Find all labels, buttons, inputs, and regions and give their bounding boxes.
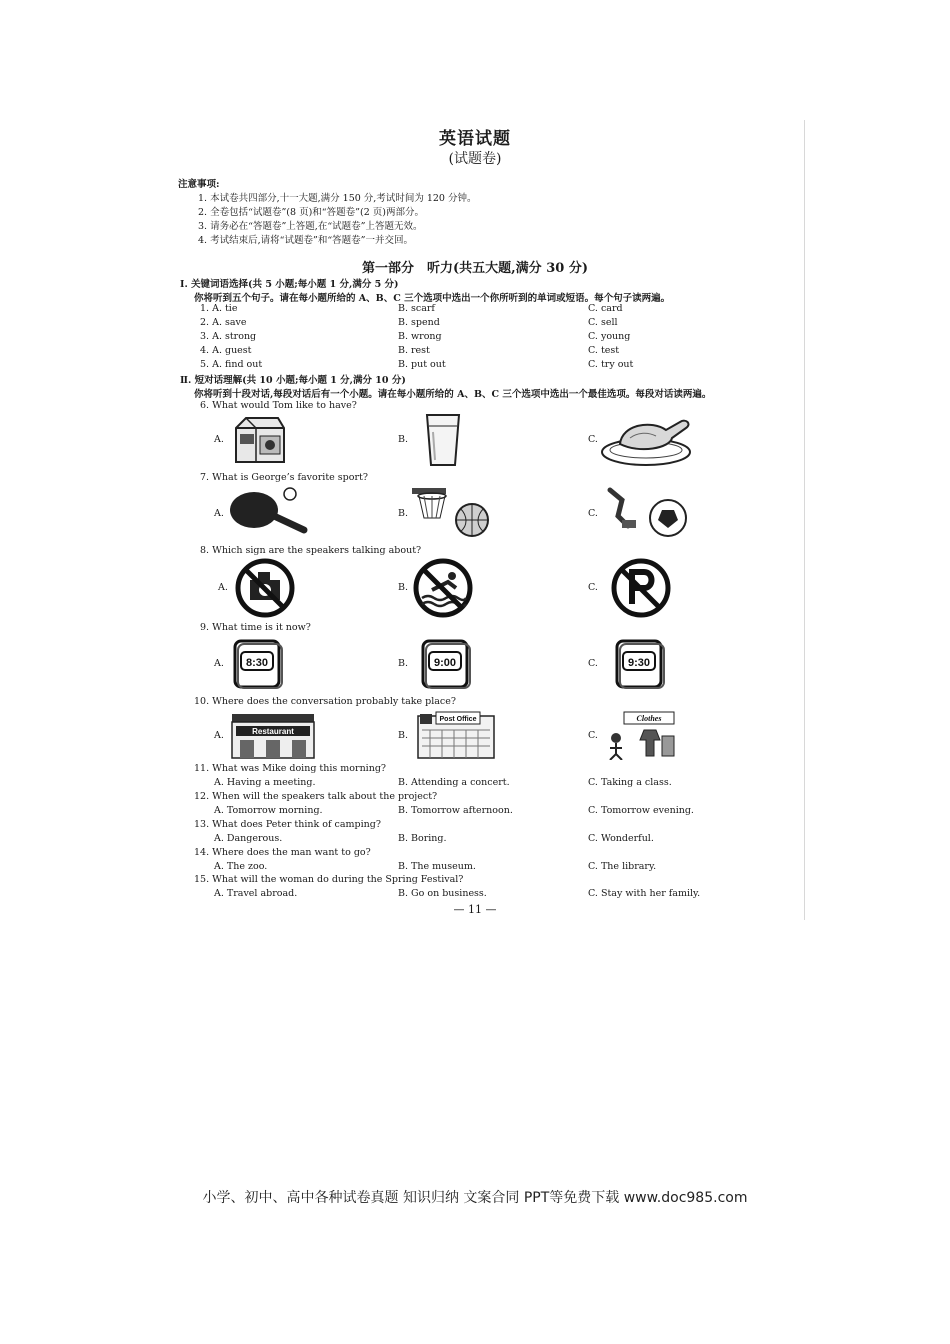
- option-label: A.: [214, 730, 224, 741]
- choice-c: C. Stay with her family.: [588, 888, 701, 899]
- choice-c: C. sell: [588, 317, 618, 328]
- question-12: 12. When will the speakers talk about the project?: [194, 791, 438, 802]
- option-label: C.: [588, 434, 598, 445]
- choice-a: 5. A. find out: [200, 359, 263, 370]
- notice-item: 2. 全卷包括“试题卷”(8 页)和“答题卷”(2 页)两部分。: [198, 207, 424, 218]
- section2-heading: Ⅱ. 短对话理解(共 10 小题;每小题 1 分,满分 10 分): [180, 375, 406, 386]
- footer-promo-text: 小学、初中、高中各种试卷真题 知识归纳 文案合同 PPT等免费下载 www.doc985.com: [202, 1190, 748, 1206]
- choice-a: 2. A. save: [200, 317, 247, 328]
- restaurant-building-icon: [228, 710, 318, 760]
- choice-c: C. Tomorrow evening.: [588, 805, 694, 816]
- section1-heading: Ⅰ. 关键词语选择(共 5 小题;每小题 1 分,满分 5 分): [180, 279, 399, 290]
- question-9: 9. What time is it now?: [200, 622, 311, 633]
- section1-instruction: 你将听到五个句子。请在每小题所给的 A、B、C 三个选项中选出一个你所听到的单词或短语。每个句子读两遍。: [194, 293, 671, 304]
- choice-b: B. Tomorrow afternoon.: [398, 805, 513, 816]
- choice-b: B. Boring.: [398, 833, 447, 844]
- choice-c: C. Taking a class.: [588, 777, 672, 788]
- question-8: 8. Which sign are the speakers talking about?: [200, 545, 422, 556]
- notice-heading: 注意事项:: [178, 179, 220, 190]
- notice-item: 4. 考试结束后,请将“试题卷”和“答题卷”一并交回。: [198, 235, 414, 246]
- notice-item: 3. 请务必在“答题卷”上答题,在“试题卷”上答题无效。: [198, 221, 423, 232]
- clothes-sign-text: Clothes: [636, 714, 662, 723]
- notice-item: 1. 本试卷共四部分,十一大题,满分 150 分,考试时间为 120 分钟。: [198, 193, 477, 204]
- choice-c: C. card: [588, 303, 623, 314]
- choice-a: 4. A. guest: [200, 345, 252, 356]
- question-15: 15. What will the woman do during the Spring Festival?: [194, 874, 464, 885]
- choice-b: B. wrong: [398, 331, 442, 342]
- choice-b: B. scarf: [398, 303, 435, 314]
- page-number: — 11 —: [453, 903, 497, 916]
- page-title: 英语试题: [439, 129, 511, 149]
- option-label: A.: [214, 658, 224, 669]
- option-label: C.: [588, 508, 598, 519]
- no-camera-sign-icon: [234, 558, 296, 618]
- question-11: 11. What was Mike doing this morning?: [194, 763, 387, 774]
- question-14: 14. Where does the man want to go?: [194, 847, 371, 858]
- option-label: A.: [214, 508, 224, 519]
- option-label: A.: [218, 582, 228, 593]
- option-label: C.: [588, 582, 598, 593]
- post-office-sign-text: Post Office: [439, 716, 477, 723]
- question-13: 13. What does Peter think of camping?: [194, 819, 381, 830]
- soccer-ball-icon: [600, 486, 688, 540]
- digital-clock-icon: [614, 638, 666, 690]
- option-label: B.: [398, 434, 409, 445]
- choice-c: C. try out: [588, 359, 634, 370]
- choice-a: A. Tomorrow morning.: [214, 805, 323, 816]
- choice-c: C. young: [588, 331, 631, 342]
- no-swimming-sign-icon: [412, 558, 474, 618]
- option-label: A.: [214, 434, 224, 445]
- clock-time-text: 8:30: [245, 657, 269, 669]
- question-7: 7. What is George’s favorite sport?: [200, 472, 368, 483]
- glass-of-water-icon: [424, 412, 462, 468]
- option-label: B.: [398, 730, 409, 741]
- post-office-building-icon: [414, 710, 498, 760]
- clock-time-text: 9:30: [627, 657, 651, 669]
- choice-a: A. Having a meeting.: [214, 777, 316, 788]
- table-tennis-paddle-icon: [228, 486, 310, 538]
- section2-instruction: 你将听到十段对话,每段对话后有一个小题。请在每小题所给的 A、B、C 三个选项中选出一个最佳选项。每段对话读两遍。: [194, 389, 712, 400]
- choice-b: B. Go on business.: [398, 888, 487, 899]
- no-parking-sign-icon: [610, 558, 672, 618]
- choice-c: C. The library.: [588, 861, 657, 872]
- clothes-shop-icon: [604, 710, 678, 760]
- scan-edge-line: [804, 120, 805, 920]
- choice-b: B. The museum.: [398, 861, 476, 872]
- choice-b: B. put out: [398, 359, 446, 370]
- choice-b: B. spend: [398, 317, 440, 328]
- basketball-hoop-icon: [410, 486, 494, 538]
- chicken-leg-plate-icon: [600, 414, 696, 468]
- option-label: C.: [588, 730, 598, 741]
- choice-b: B. Attending a concert.: [398, 777, 510, 788]
- option-label: B.: [398, 508, 409, 519]
- choice-b: B. rest: [398, 345, 430, 356]
- part1-heading: 第一部分 听力(共五大题,满分 30 分): [362, 261, 588, 276]
- question-10: 10. Where does the conversation probably take place?: [194, 696, 456, 707]
- digital-clock-icon: [420, 638, 472, 690]
- page-subtitle: (试题卷): [448, 151, 502, 167]
- option-label: B.: [398, 658, 409, 669]
- digital-clock-icon: [232, 638, 284, 690]
- choice-a: A. The zoo.: [214, 861, 268, 872]
- choice-c: C. Wonderful.: [588, 833, 654, 844]
- choice-a: 3. A. strong: [200, 331, 257, 342]
- choice-c: C. test: [588, 345, 620, 356]
- clock-time-text: 9:00: [433, 657, 457, 669]
- choice-a: 1. A. tie: [200, 303, 238, 314]
- milk-carton-icon: [230, 414, 288, 466]
- option-label: C.: [588, 658, 598, 669]
- choice-a: A. Travel abroad.: [214, 888, 298, 899]
- option-label: B.: [398, 582, 409, 593]
- question-6: 6. What would Tom like to have?: [200, 400, 357, 411]
- choice-a: A. Dangerous.: [214, 833, 283, 844]
- restaurant-sign-text: Restaurant: [252, 727, 294, 736]
